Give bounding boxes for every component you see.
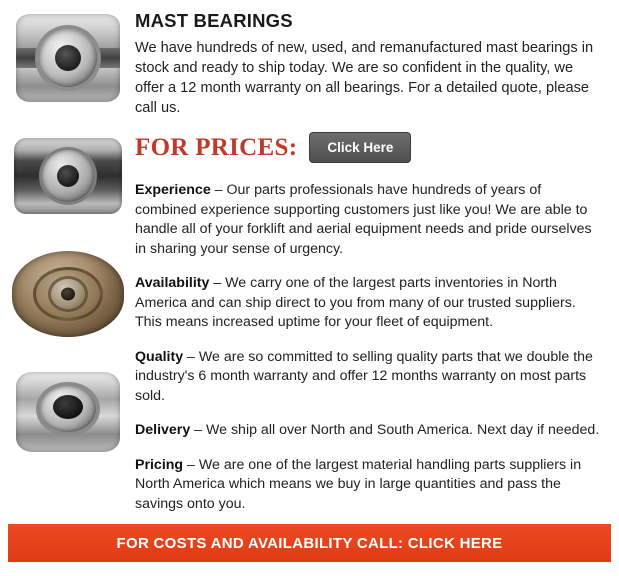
intro-paragraph: We have hundreds of new, used, and remanufactured mast bearings in stock and ready to ship today. We are so confident in the quality, we offer a 12 month warranty on all bearings. For a detailed quote, please call us. xyxy=(135,40,594,116)
section-delivery-dash: – xyxy=(190,422,206,438)
section-experience-body: Our parts professionals have hundreds of years of combined experience supporting customers just like you! We are able to handle all of your forklift and aerial equipment needs and pride ourselves in sharing your sense of urgency. xyxy=(135,182,592,257)
section-experience xyxy=(135,181,603,259)
call-to-action-banner[interactable]: FOR COSTS AND AVAILABILITY CALL: CLICK HERE xyxy=(8,524,611,562)
bearing-outer-race-4 xyxy=(16,372,120,452)
bearing-bore-3 xyxy=(61,288,75,301)
bearing-outer-race-3 xyxy=(12,251,124,337)
bearing-inner-race-2 xyxy=(42,150,94,202)
bearing-inner-race-3 xyxy=(51,279,85,309)
section-experience-dash: – xyxy=(210,182,227,198)
section-quality-dash: – xyxy=(183,348,199,365)
section-pricing-heading: Pricing xyxy=(135,456,184,473)
for-prices-row xyxy=(135,132,603,163)
mast-bearing-photo-3 xyxy=(7,242,129,346)
section-delivery-heading: Delivery xyxy=(135,422,191,438)
bearing-outer-race-2 xyxy=(14,138,122,214)
section-availability-heading: Availability xyxy=(135,275,210,291)
bearing-bore-4 xyxy=(53,395,83,419)
section-quality xyxy=(135,348,603,407)
section-availability-dash: – xyxy=(209,275,226,291)
bearing-bore-1 xyxy=(55,45,81,71)
section-availability xyxy=(135,274,603,333)
page-title: MAST BEARINGS xyxy=(135,10,293,31)
mast-bearing-photo-4 xyxy=(7,360,129,464)
section-experience-heading: Experience xyxy=(135,182,211,198)
mast-bearing-photo-2 xyxy=(7,124,129,228)
mast-bearing-photo-1 xyxy=(7,6,129,110)
bearing-inner-race-4 xyxy=(40,386,96,432)
image-column xyxy=(0,0,135,529)
text-column xyxy=(135,0,619,529)
section-delivery-body: We ship all over North and South America. Next day if needed. xyxy=(206,422,600,438)
section-quality-heading: Quality xyxy=(135,348,184,365)
section-availability-body: We carry one of the largest parts inventories in North America and can ship direct to you from many of our trusted suppliers. This means increased uptime for your fleet of equipment. xyxy=(135,275,576,330)
section-quality-body: We are so committed to selling quality parts that we double the industry's 6 month warranty and offer 12 months warranty on most parts sold. xyxy=(135,348,593,404)
section-pricing xyxy=(135,456,603,515)
bearing-outer-race-1 xyxy=(16,14,120,102)
section-delivery xyxy=(135,421,603,441)
bearing-inner-race-1 xyxy=(39,29,97,87)
bearing-bore-2 xyxy=(57,165,79,187)
for-prices-label: FOR PRICES: xyxy=(135,133,298,161)
section-pricing-dash: – xyxy=(183,456,199,473)
click-here-button[interactable]: Click Here xyxy=(309,132,411,163)
section-pricing-body: We are one of the largest material handling parts suppliers in North America which means we buy in large quantities and pass the savings onto you. xyxy=(135,456,582,512)
